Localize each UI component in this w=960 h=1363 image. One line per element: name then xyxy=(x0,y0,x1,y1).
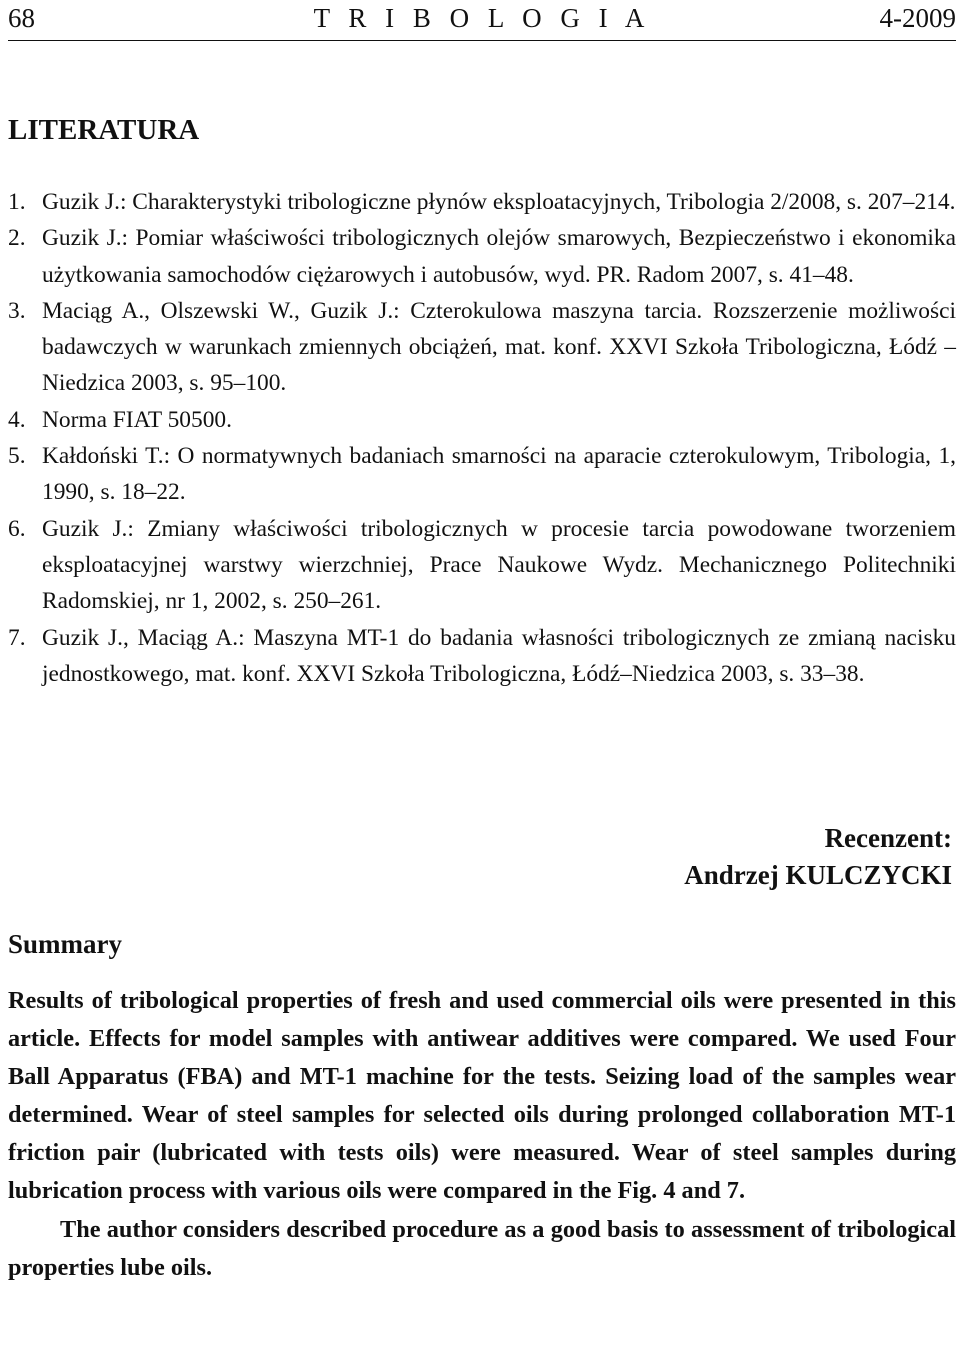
summary-body xyxy=(8,982,956,1287)
reference-text: Maciąg A., Olszewski W., Guzik J.: Czterokulowa maszyna tarcia. Rozszerzenie możliwości badawczych w warunkach zmiennych obciążeń, mat. konf. XXVI Szkoła Tribologiczna, Łódź – Niedzica 2003, s. 95–100. xyxy=(42,297,956,397)
header-rule xyxy=(8,40,956,41)
reference-number: 4. xyxy=(8,406,26,433)
summary-heading: Summary xyxy=(8,929,122,959)
reference-item xyxy=(8,184,956,220)
page-number: 68 xyxy=(8,3,35,33)
running-header xyxy=(8,0,956,44)
reference-text: Guzik J.: Charakterystyki tribologiczne płynów eksploatacyjnych, Tribologia 2/2008, s. 207–214. xyxy=(42,189,956,215)
reference-number: 6. xyxy=(8,515,26,542)
reference-text: Guzik J.: Pomiar właściwości tribologicznych olejów smarowych, Bezpieczeństwo i ekonomika użytkowania samochodów ciężarowych i autobusów, wyd. PR. Radom 2007, s. 41–48. xyxy=(42,225,956,288)
reference-text: Norma FIAT 50500. xyxy=(42,406,232,433)
reference-item xyxy=(8,511,956,620)
reference-number: 3. xyxy=(8,297,26,324)
journal-title: T R I B O L O G I A xyxy=(313,3,651,33)
reviewer-name: Andrzej KULCZYCKI xyxy=(684,860,952,890)
summary-paragraph: The author considers described procedure as a good basis to assessment of tribological properties lube oils. xyxy=(8,1215,956,1281)
reference-item xyxy=(8,620,956,693)
summary-paragraph: Results of tribological properties of fresh and used commercial oils were presented in this article. Effects for model samples with antiwear additives were compared. We used Four Ball Apparatus (FBA) and MT-1 machine for the tests. Seizing load of the samples wear determined. Wear of steel samples for selected oils during prolonged collaboration MT-1 friction pair (lubricated with tests oils) were measured. Wear of steel samples during lubrication process with various oils were compared in the Fig. 4 and 7. xyxy=(8,987,956,1205)
reference-number: 7. xyxy=(8,624,26,651)
reference-text: Guzik J.: Zmiany właściwości tribologicznych w procesie tarcia powodowane tworzeniem eksploatacyjnej warstwy wierzchniej, Prace Naukowe Wydz. Mechanicznego Politechniki Radomskiej, nr 1, 2002, s. 250–261. xyxy=(42,515,956,615)
reference-number: 5. xyxy=(8,443,26,470)
reference-item xyxy=(8,402,956,438)
reference-number: 1. xyxy=(8,189,26,215)
reference-item xyxy=(8,438,956,511)
reference-text: Kałdoński T.: O normatywnych badaniach smarności na aparacie czterokulowym, Tribologia, 1, 1990, s. 18–22. xyxy=(42,443,956,506)
reference-text: Guzik J., Maciąg A.: Maszyna MT-1 do badania własności tribologicznych ze zmianą nacisku jednostkowego, mat. konf. XXVI Szkoła Tribologiczna, Łódź–Niedzica 2003, s. 33–38. xyxy=(42,624,956,687)
reference-item xyxy=(8,293,956,402)
issue-number: 4-2009 xyxy=(879,3,956,33)
reviewer-block xyxy=(684,820,952,894)
reviewer-label: Recenzent: xyxy=(824,823,952,853)
reference-number: 2. xyxy=(8,225,26,252)
literature-heading: LITERATURA xyxy=(8,114,200,146)
reference-list xyxy=(8,184,956,692)
reference-item xyxy=(8,220,956,293)
